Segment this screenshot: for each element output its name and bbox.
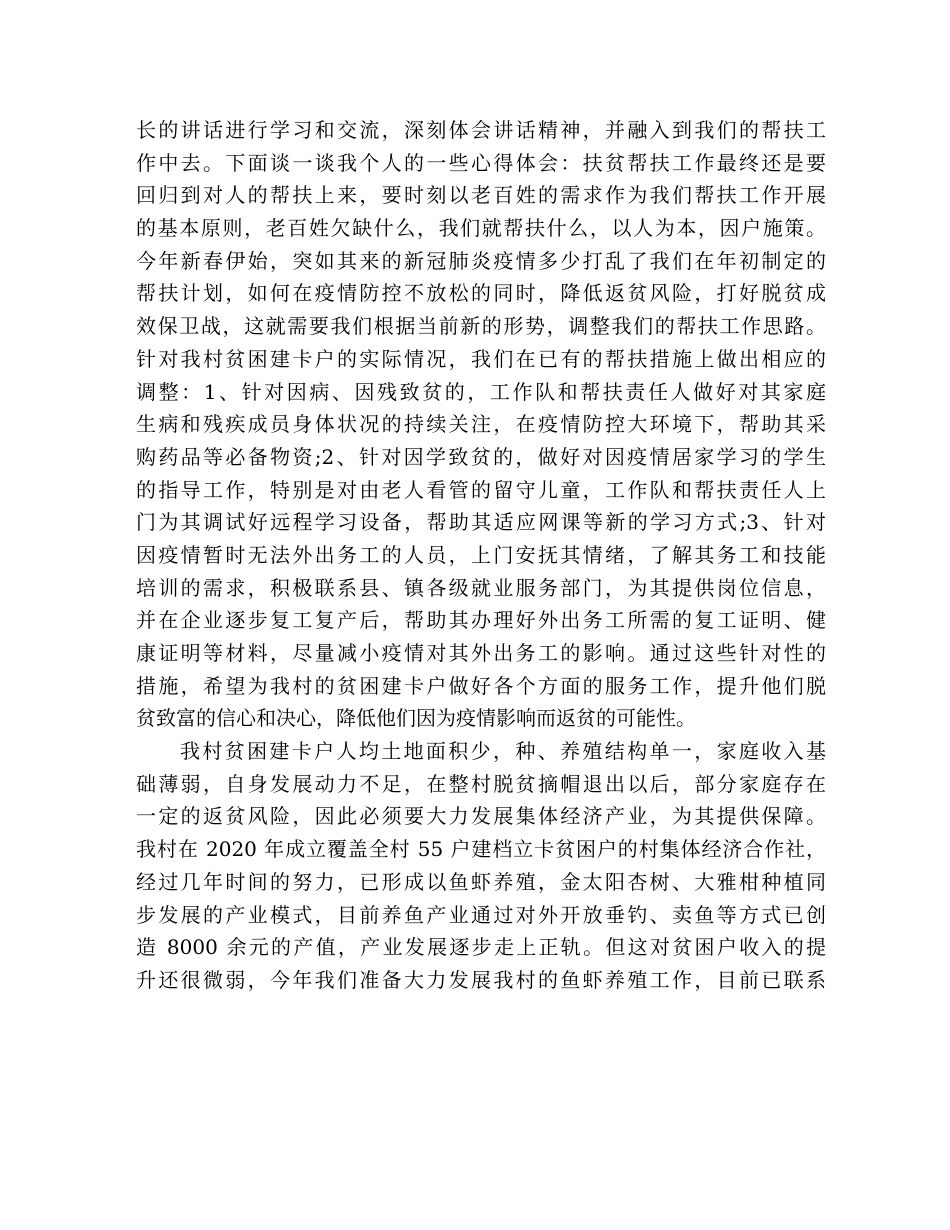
text-line: 升还很微弱，今年我们准备大力发展我村的鱼虾养殖工作，目前已联系: [136, 967, 826, 992]
paragraph-1: [136, 114, 826, 735]
text-line: 作中去。下面谈一谈我个人的一些心得体会：扶贫帮扶工作最终还是要: [136, 150, 826, 175]
text-line: 并在企业逐步复工复产后，帮助其办理好外出务工所需的复工证明、健: [136, 608, 826, 633]
body-text: [136, 114, 826, 997]
text-line: 门为其调试好远程学习设备，帮助其适应网课等新的学习方式;3、针对: [136, 510, 826, 535]
text-line: 我村贫困建卡户人均土地面积少，种、养殖结构单一，家庭收入基: [180, 739, 826, 764]
text-line: 培训的需求，积极联系县、镇各级就业服务部门，为其提供岗位信息，: [136, 575, 826, 600]
text-line: 效保卫战，这就需要我们根据当前新的形势，调整我们的帮扶工作思路。: [136, 314, 826, 339]
text-line: 我村在 2020 年成立覆盖全村 55 户建档立卡贫困户的村集体经济合作社，: [136, 837, 826, 862]
paragraph-2: [136, 735, 826, 997]
text-line: 因疫情暂时无法外出务工的人员，上门安抚其情绪，了解其务工和技能: [136, 542, 826, 567]
text-line: 一定的返贫风险，因此必须要大力发展集体经济产业，为其提供保障。: [136, 804, 826, 829]
text-line: 生病和残疾成员身体状况的持续关注，在疫情防控大环境下，帮助其采: [136, 412, 826, 437]
text-line: 的基本原则，老百姓欠缺什么，我们就帮扶什么，以人为本，因户施策。: [136, 216, 826, 241]
text-line: 针对我村贫困建卡户的实际情况，我们在已有的帮扶措施上做出相应的: [136, 346, 826, 371]
text-line: 康证明等材料，尽量减小疫情对其外出务工的影响。通过这些针对性的: [136, 641, 826, 665]
text-line: 回归到对人的帮扶上来，要时刻以老百姓的需求作为我们帮扶工作开展: [136, 183, 826, 208]
text-line: 帮扶计划，如何在疫情防控不放松的同时，降低返贫风险，打好脱贫成: [136, 281, 826, 306]
text-line: 调整：1、针对因病、因残致贫的，工作队和帮扶责任人做好对其家庭: [136, 379, 826, 404]
text-line: 础薄弱，自身发展动力不足，在整村脱贫摘帽退出以后，部分家庭存在: [136, 771, 826, 796]
text-line: 步发展的产业模式，目前养鱼产业通过对外开放垂钓、卖鱼等方式已创: [136, 902, 826, 927]
text-line: 今年新春伊始，突如其来的新冠肺炎疫情多少打乱了我们在年初制定的: [136, 248, 826, 273]
text-line: 贫致富的信心和决心，降低他们因为疫情影响而返贫的可能性。: [136, 706, 696, 731]
text-line: 经过几年时间的努力，已形成以鱼虾养殖，金太阳杏树、大雅柑种植同: [136, 869, 826, 894]
text-line: 长的讲话进行学习和交流，深刻体会讲话精神，并融入到我们的帮扶工: [136, 118, 826, 142]
text-line: 造 8000 余元的产值，产业发展逐步走上正轨。但这对贫困户收入的提: [136, 935, 826, 960]
text-line: 购药品等必备物资;2、针对因学致贫的，做好对因疫情居家学习的学生: [136, 444, 826, 469]
text-line: 的指导工作，特别是对由老人看管的留守儿童，工作队和帮扶责任人上: [136, 477, 826, 502]
text-line: 措施，希望为我村的贫困建卡户做好各个方面的服务工作，提升他们脱: [136, 673, 826, 698]
